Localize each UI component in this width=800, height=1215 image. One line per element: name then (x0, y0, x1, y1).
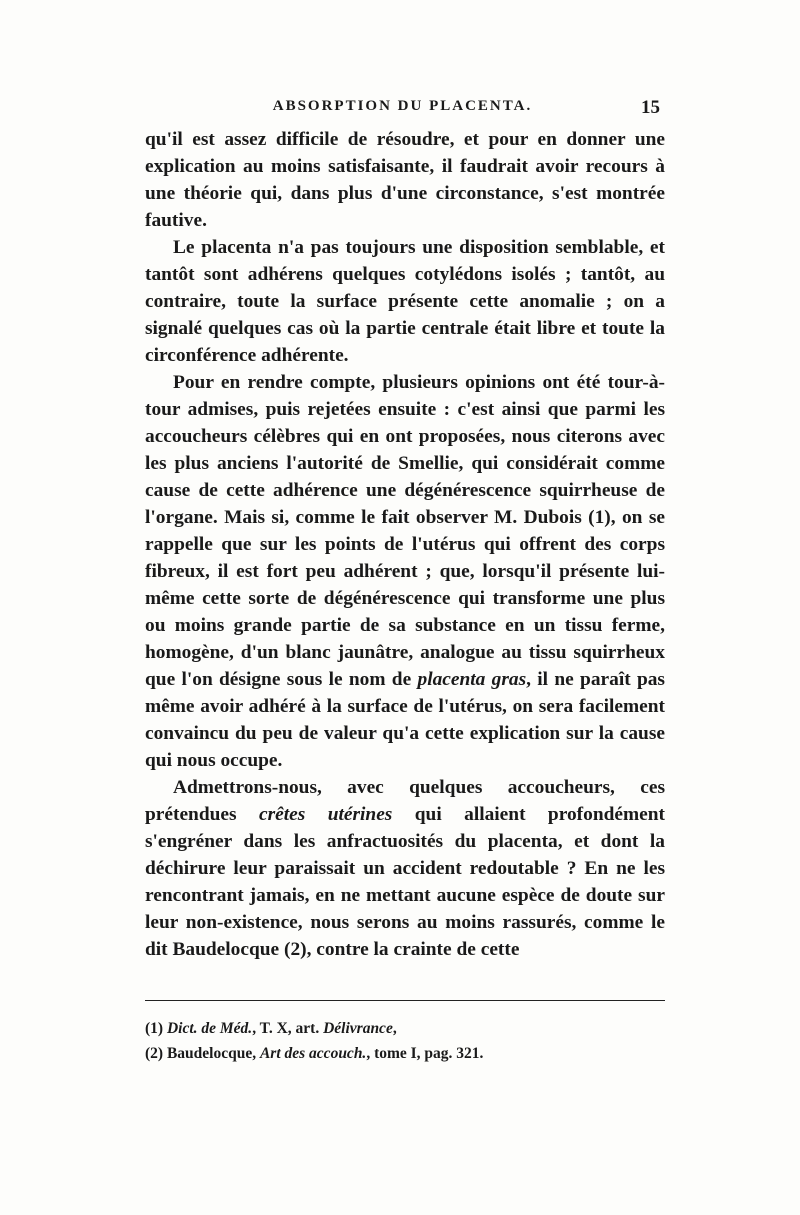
paragraph-text: Le placenta n'a pas toujours une disposition semblable, et tantôt sont adhérens quelques cotylédons isolés ; tantôt, au contraire, toute la surface présente cette anomalie ; on a signalé quelques cas où la partie centrale était libre et toute la circonférence adhérente. (145, 237, 665, 366)
running-head (145, 98, 660, 118)
paragraph-text: Admettrons-nous, avec quelques accoucheurs, ces prétendues (145, 777, 665, 825)
italic-term-cretes-uterines: crêtes utérines (258, 804, 393, 825)
paragraph-text: Pour en rendre compte, plusieurs opinions ont été tour-à-tour admises, puis rejetées ensuite : c'est ainsi que parmi les accoucheurs célèbres qui en ont proposées, nous citerons avec les plus anciens l'autorité de Smellie, qui considérait comme cause de cette adhérence une dégénérescence squirrheuse de l'organe. Mais si, comme le fait observer M. Dubois (1), on se rappelle que sur les points de l'utérus qui offrent des corps fibreux, il est fort peu adhérent ; que, lorsqu'il présente lui-même cette sorte de dégénérescence qui transforme une plus ou moins grande partie de sa substance en un tissu ferme, homogène, d'un blanc jaunâtre, analogue au tissu squirrheux que l'on désigne sous le nom de (145, 372, 665, 690)
footnote-text: , tome I, pag. 321. (366, 1045, 484, 1062)
paragraph-text: qui allaient profondément s'engréner dans les anfractuosités du placenta, et dont la déchirure leur paraissait un accident redoutable ? En ne les rencontrant jamais, en ne mettant aucune espèce de doute sur leur non-existence, nous serons au moins rassurés, comme le dit Baudelocque (2), contre la crainte de cette (145, 804, 665, 960)
footnote-citation: Dict. de Méd. (166, 1020, 253, 1037)
footnote-1 (145, 1016, 665, 1041)
footnote-text: , (392, 1020, 397, 1037)
paragraph-2 (145, 234, 665, 369)
running-title: ABSORPTION DU PLACENTA. (272, 98, 533, 114)
paragraph-1 (145, 126, 665, 234)
footnote-2 (145, 1041, 665, 1066)
footnote-citation: Art des accouch. (259, 1045, 367, 1062)
footnotes (145, 1016, 665, 1066)
footnote-marker: (1) (145, 1020, 167, 1037)
paragraph-text: , il ne paraît pas même avoir adhéré à la surface de l'utérus, on sera facilement convaincu du peu de valeur qu'a cette explication sur la cause qui nous occupe. (145, 669, 665, 771)
footnote-text: , T. X, art. (252, 1020, 324, 1037)
paragraph-3 (145, 369, 665, 774)
paragraph-4 (145, 774, 665, 963)
paragraph-text: qu'il est assez difficile de résoudre, et pour en donner une explication au moins satisfaisante, il faudrait avoir recours à une théorie qui, dans plus d'une circonstance, s'est montrée fautive. (145, 129, 665, 231)
page-number: 15 (641, 97, 660, 118)
footnote-marker: (2) Baudelocque, (145, 1045, 260, 1062)
body-text (145, 126, 665, 963)
footnote-rule (145, 1000, 665, 1001)
footnote-citation: Délivrance (323, 1020, 393, 1037)
italic-term-placenta-gras: placenta gras (417, 669, 527, 690)
